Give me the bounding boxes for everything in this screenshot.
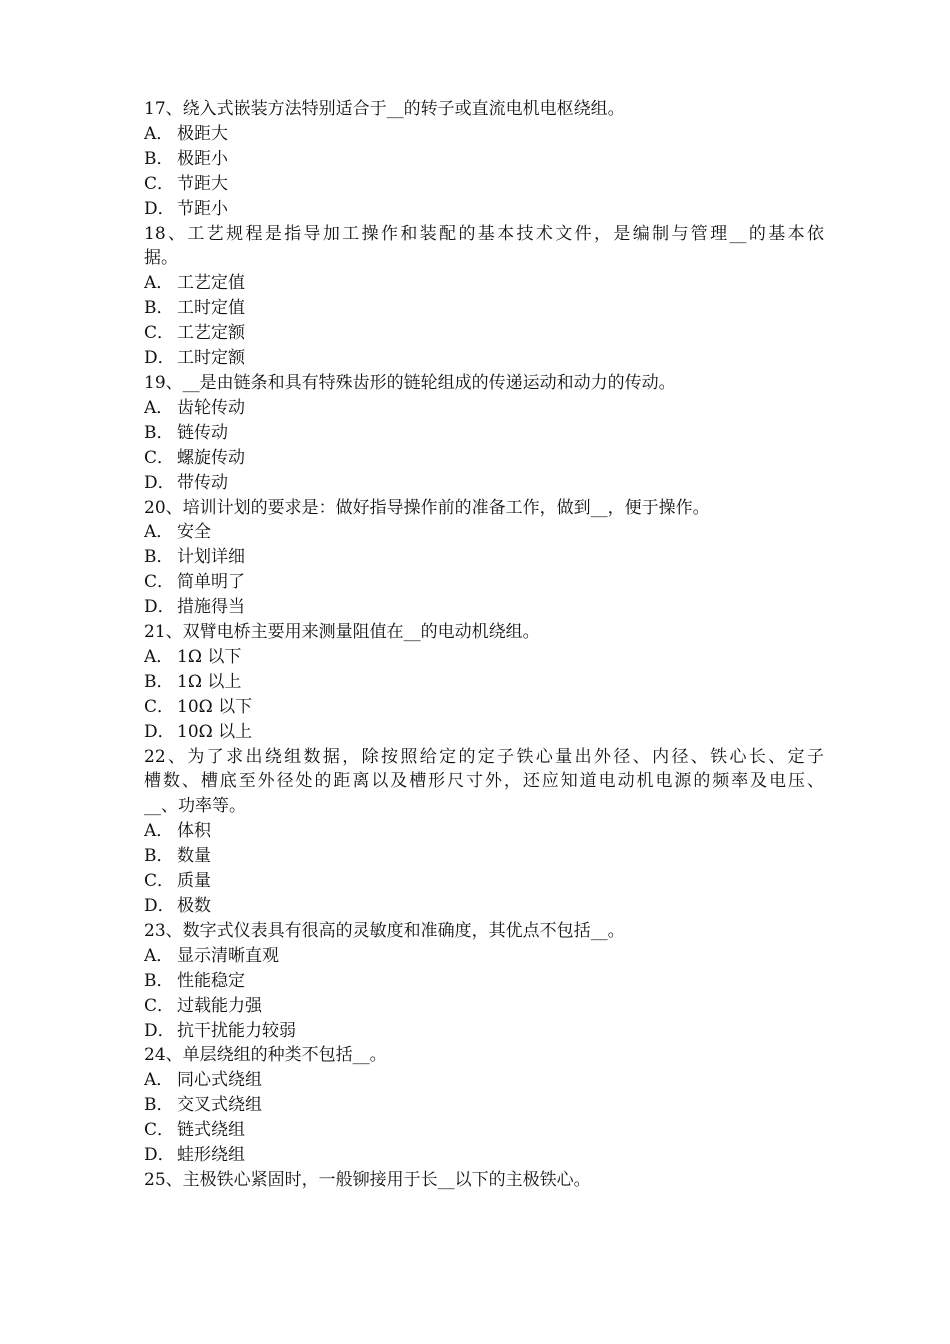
- option-text: 安全: [177, 522, 211, 543]
- option-b: [144, 545, 824, 570]
- option-letter: B．: [144, 547, 174, 568]
- option-a: [144, 1068, 824, 1093]
- option-text: 工时定值: [177, 298, 245, 319]
- option-letter: A．: [144, 945, 174, 966]
- question-text: 25、主极铁心紧固时，一般铆接用于长__以下的主极铁心。: [144, 1169, 591, 1190]
- option-text: 措施得当: [177, 597, 245, 618]
- question-text: 18、工艺规程是指导加工操作和装配的基本技术文件，是编制与管理__的基本依: [144, 223, 824, 244]
- option-d: [144, 471, 824, 496]
- option-text: 节距大: [177, 173, 228, 194]
- question-text-continued: 槽数、槽底至外径处的距离以及槽形尺寸外，还应知道电动机电源的频率及电压、: [144, 771, 824, 792]
- option-text: 极数: [177, 896, 211, 916]
- option-letter: D．: [144, 896, 175, 916]
- option-letter: A．: [144, 273, 174, 294]
- option-letter: B．: [144, 148, 174, 169]
- option-c: [144, 994, 824, 1019]
- question-21: [144, 620, 824, 745]
- option-d: [144, 720, 824, 745]
- option-letter: C．: [144, 995, 175, 1016]
- option-letter: A．: [144, 1070, 174, 1091]
- option-text: 10Ω 以下: [177, 696, 253, 717]
- question-23: [144, 919, 824, 1044]
- option-letter: C．: [144, 323, 175, 344]
- question-text: 24、单层绕组的种类不包括__。: [144, 1045, 387, 1066]
- option-d: [144, 1143, 824, 1168]
- option-c: [144, 570, 824, 595]
- option-text: 性能稳定: [177, 970, 245, 991]
- option-letter: D．: [144, 597, 175, 618]
- option-text: 质量: [177, 871, 211, 892]
- option-text: 工艺定值: [177, 273, 245, 294]
- question-text: 19、__是由链条和具有特殊齿形的链轮组成的传递运动和动力的传动。: [144, 372, 676, 393]
- option-c: [144, 321, 824, 346]
- question-text-continued: __、功率等。: [144, 796, 246, 817]
- option-text: 计划详细: [177, 547, 245, 568]
- question-text-continued: 据。: [144, 248, 178, 269]
- option-text: 数量: [177, 846, 211, 867]
- option-letter: A．: [144, 646, 174, 667]
- option-text: 螺旋传动: [177, 447, 245, 468]
- option-text: 链传动: [177, 422, 228, 443]
- option-text: 工艺定额: [177, 323, 245, 344]
- option-letter: B．: [144, 422, 174, 443]
- option-b: [144, 969, 824, 994]
- option-text: 极距大: [177, 123, 228, 144]
- option-text: 体积: [177, 821, 211, 842]
- option-letter: A．: [144, 821, 174, 842]
- question-19: [144, 371, 824, 496]
- document-page: [144, 97, 824, 1193]
- question-17: [144, 97, 824, 222]
- option-letter: A．: [144, 522, 174, 543]
- option-text: 链式绕组: [177, 1120, 245, 1141]
- option-text: 极距小: [177, 148, 228, 169]
- option-d: [144, 197, 824, 222]
- option-text: 工时定额: [177, 348, 245, 369]
- option-letter: A．: [144, 397, 174, 418]
- option-b: [144, 1093, 824, 1118]
- option-letter: C．: [144, 1120, 175, 1141]
- option-a: [144, 122, 824, 147]
- option-a: [144, 944, 824, 969]
- question-text: 23、数字式仪表具有很高的灵敏度和准确度，其优点不包括__。: [144, 920, 625, 941]
- option-c: [144, 446, 824, 471]
- question-25: [144, 1168, 824, 1193]
- option-letter: D．: [144, 198, 175, 219]
- option-b: [144, 844, 824, 869]
- option-letter: C．: [144, 572, 175, 593]
- option-a: [144, 271, 824, 296]
- option-c: [144, 1118, 824, 1143]
- question-22: [144, 745, 824, 919]
- option-c: [144, 869, 824, 894]
- option-letter: D．: [144, 472, 175, 493]
- question-text: 20、培训计划的要求是：做好指导操作前的准备工作，做到__，便于操作。: [144, 497, 710, 518]
- option-letter: B．: [144, 846, 174, 867]
- option-d: [144, 346, 824, 371]
- option-letter: B．: [144, 970, 174, 991]
- option-letter: A．: [144, 123, 174, 144]
- option-text: 同心式绕组: [177, 1070, 262, 1091]
- question-text: 17、绕入式嵌装方法特别适合于__的转子或直流电机电枢绕组。: [144, 99, 625, 119]
- option-a: [144, 520, 824, 545]
- option-letter: C．: [144, 696, 175, 717]
- option-text: 10Ω 以上: [177, 721, 253, 742]
- option-b: [144, 421, 824, 446]
- option-a: [144, 645, 824, 670]
- option-letter: C．: [144, 871, 175, 892]
- option-d: [144, 595, 824, 620]
- option-c: [144, 172, 824, 197]
- option-text: 过载能力强: [177, 995, 262, 1016]
- option-letter: D．: [144, 348, 175, 369]
- option-letter: D．: [144, 1145, 175, 1166]
- option-text: 显示清晰直观: [177, 945, 279, 966]
- option-text: 1Ω 以上: [177, 671, 242, 692]
- question-18: [144, 222, 824, 371]
- option-d: [144, 894, 824, 919]
- option-text: 交叉式绕组: [177, 1095, 262, 1116]
- option-text: 齿轮传动: [177, 397, 245, 418]
- question-text: 21、双臂电桥主要用来测量阻值在__的电动机绕组。: [144, 622, 540, 643]
- option-a: [144, 396, 824, 421]
- option-text: 蛙形绕组: [177, 1145, 245, 1166]
- option-b: [144, 147, 824, 172]
- option-d: [144, 1019, 824, 1044]
- option-letter: B．: [144, 1095, 174, 1116]
- option-c: [144, 695, 824, 720]
- option-text: 1Ω 以下: [177, 646, 242, 667]
- option-b: [144, 670, 824, 695]
- question-24: [144, 1043, 824, 1168]
- option-letter: B．: [144, 298, 174, 319]
- option-letter: C．: [144, 173, 175, 194]
- option-letter: B．: [144, 671, 174, 692]
- option-text: 带传动: [177, 472, 228, 493]
- option-letter: D．: [144, 721, 175, 742]
- question-20: [144, 496, 824, 621]
- option-b: [144, 296, 824, 321]
- option-a: [144, 819, 824, 844]
- option-letter: C．: [144, 447, 175, 468]
- question-text: 22、为了求出绕组数据，除按照给定的定子铁心量出外径、内径、铁心长、定子: [144, 746, 824, 767]
- option-text: 节距小: [177, 198, 228, 219]
- option-text: 简单明了: [177, 572, 245, 593]
- option-letter: D．: [144, 1020, 175, 1041]
- option-text: 抗干扰能力较弱: [177, 1020, 296, 1041]
